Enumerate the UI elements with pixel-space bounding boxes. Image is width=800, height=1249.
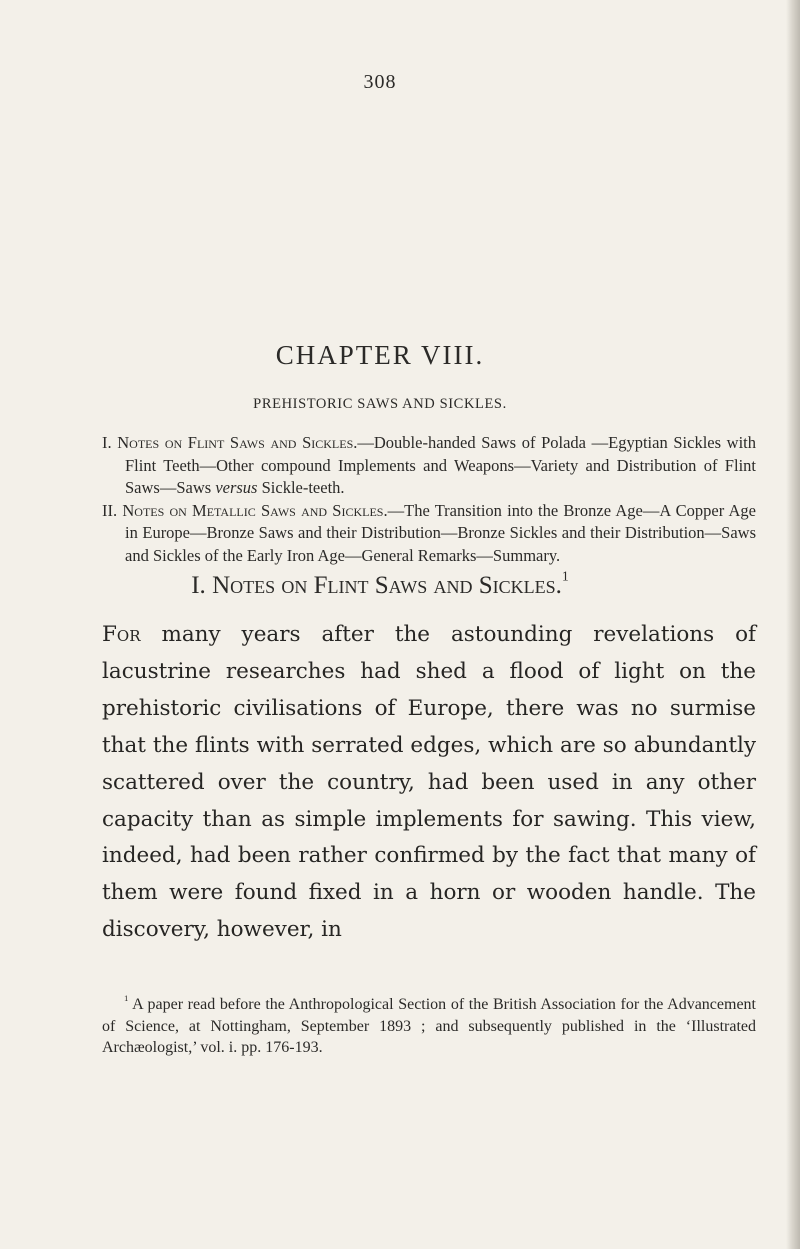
footnote-mark: 1: [124, 993, 129, 1004]
section-heading: [0, 568, 760, 600]
chapter-contents: [102, 432, 756, 567]
chapter-title: CHAPTER VIII.: [275, 340, 485, 370]
footnote: [102, 994, 756, 1059]
contents-heading: Notes on Flint Saws and Sickles.: [117, 433, 358, 452]
lead-word: For: [102, 622, 141, 647]
footnote-text: A paper read before the Anthropological Section of the British Association for the Advancement of Science, at Nottingham, September 1893 ; and subsequently published in the ‘Illustrated Archæologist,’ vol. i. pp. 176-193.: [102, 996, 756, 1056]
contents-text: —Double-handed Saws of Polada —Egyptian Sickles with Flint Teeth—Other compound Implements and Weapons—Variety and Distribution of Flint Saws—Saws: [125, 433, 756, 497]
contents-numeral: I.: [102, 433, 112, 452]
footnote-reference: 1: [561, 568, 569, 584]
page-edge-shadow: [786, 0, 800, 1249]
contents-text-after: Sickle-teeth.: [257, 478, 345, 497]
contents-numeral: II.: [102, 500, 118, 520]
contents-text: —The Transition into the Bronze Age—A Copper Age in Europe—Bronze Saws and their Distribution—Bronze Sickles and their Distribution—Saws and Sickles of the Early Iron Age—General Remarks—Summary.: [125, 500, 756, 565]
section-numeral: I.: [191, 572, 206, 599]
chapter-subtitle: PREHISTORIC SAWS AND SICKLES.: [253, 396, 507, 412]
body-paragraph: [102, 617, 756, 949]
section-title: Notes on Flint Saws and Sickles.: [212, 572, 562, 599]
contents-heading: Notes on Metallic Saws and Sickles.: [122, 500, 388, 520]
body-text: many years after the astounding revelations of lacustrine researches had shed a flood of light on the prehistoric civilisations of Europe, there was no surmise that the flints with serrated edges, which are so abundantly scattered over the country, had been used in any other capacity than as simple implements for sawing. This view, indeed, had been rather confirmed by the fact that many of them were found fixed in a horn or wooden handle. The discovery, however, in: [102, 622, 756, 943]
contents-entry: [102, 500, 756, 568]
page-number: 308: [363, 71, 397, 93]
contents-entry: [102, 432, 756, 500]
contents-italic: versus: [215, 478, 258, 497]
